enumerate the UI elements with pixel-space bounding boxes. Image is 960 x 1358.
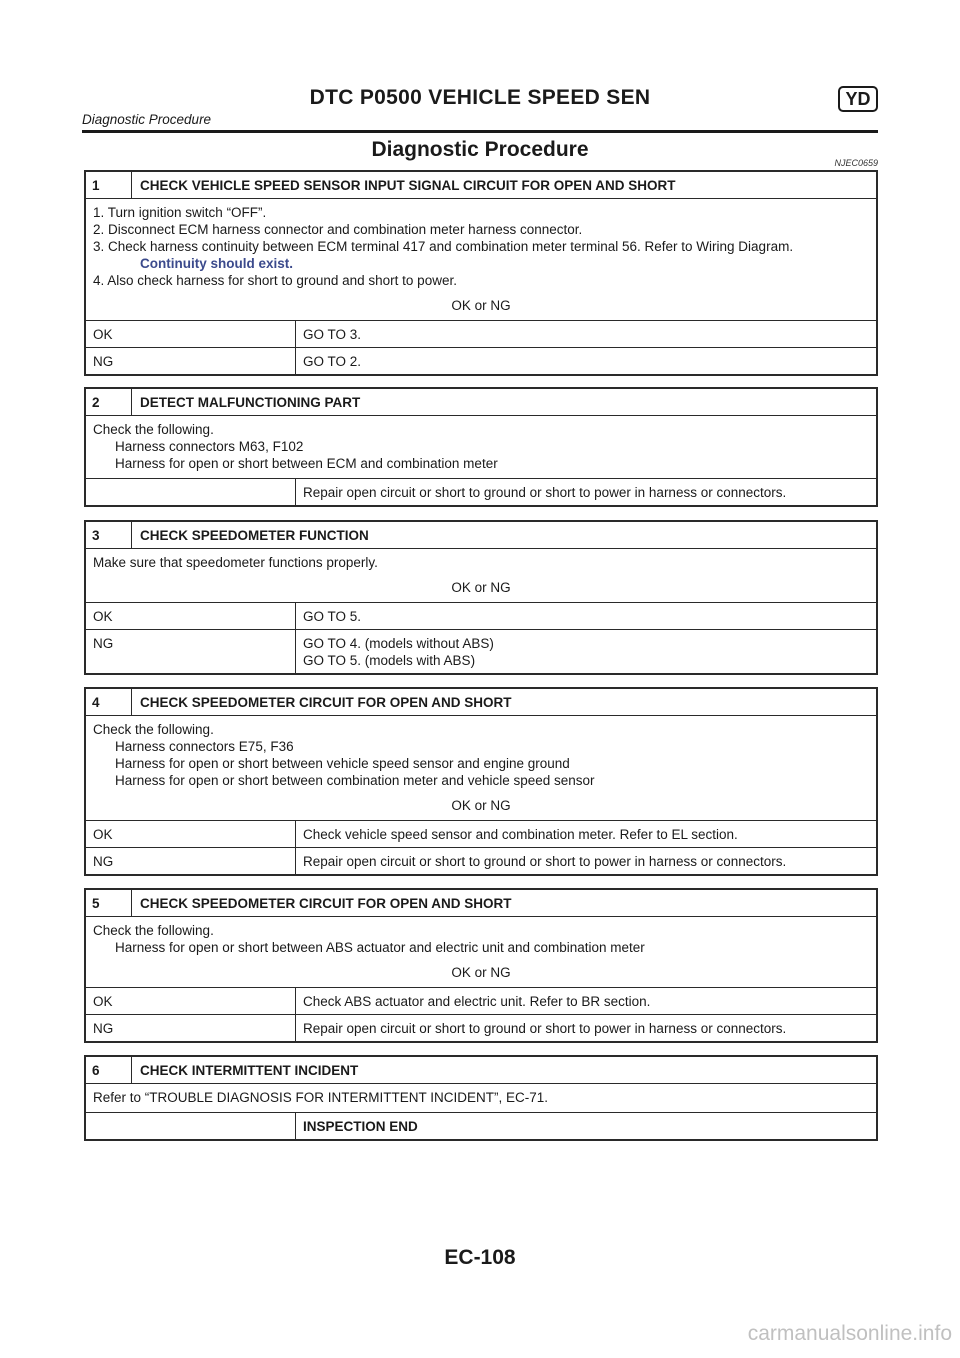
result-label: OK (86, 821, 296, 847)
result-action: GO TO 3. (303, 327, 362, 342)
instruction-line: Check the following. (93, 722, 214, 737)
ok-or-ng-label: OK or NG (451, 798, 511, 813)
result-label: NG (86, 1015, 296, 1041)
result-row-ok (86, 320, 876, 347)
result-action: Check vehicle speed sensor and combination meter. Refer to EL section. (303, 827, 738, 842)
watermark: carmanualsonline.info (747, 1322, 952, 1345)
result-row (86, 478, 876, 505)
result-label: OK (86, 603, 296, 629)
section-badge: YD (838, 86, 878, 112)
reference-code: NJEC0659 (834, 158, 878, 168)
step-header (86, 522, 876, 548)
step-number: 1 (86, 172, 132, 198)
header-title: DTC P0500 VEHICLE SPEED SEN (309, 86, 651, 109)
specification-text: Continuity should exist. (140, 256, 294, 271)
instruction-line: Harness for open or short between combination meter and vehicle speed sensor (115, 773, 595, 788)
step-title: CHECK INTERMITTENT INCIDENT (140, 1063, 359, 1078)
instruction-line: 3. Check harness continuity between ECM terminal 417 and combination meter terminal 56. Refer to Wiring Diagram. (93, 239, 794, 254)
step-header (86, 389, 876, 415)
ok-or-ng-label: OK or NG (451, 965, 511, 980)
instruction-line: Check the following. (93, 422, 214, 437)
page-title: Diagnostic Procedure (371, 138, 589, 161)
result-label: NG (86, 630, 296, 673)
result-label: NG (86, 848, 296, 874)
instruction-line: Harness for open or short between ECM and combination meter (115, 456, 498, 471)
instruction-line: Harness for open or short between vehicle speed sensor and engine ground (115, 756, 570, 771)
result-row-ng (86, 847, 876, 874)
result-row-ng (86, 347, 876, 374)
page-number: EC-108 (444, 1246, 516, 1269)
step-6-table (84, 1055, 878, 1141)
instruction-line: Harness connectors M63, F102 (115, 439, 304, 454)
step-body (86, 916, 876, 987)
step-title: CHECK SPEEDOMETER FUNCTION (140, 528, 369, 543)
result-action: Check ABS actuator and electric unit. Refer to BR section. (303, 994, 651, 1009)
result-row-ng (86, 629, 876, 673)
result-label-empty (86, 1113, 296, 1139)
step-number: 2 (86, 389, 132, 415)
step-body (86, 198, 876, 320)
inspection-end: INSPECTION END (303, 1119, 418, 1134)
result-action-line: GO TO 4. (models without ABS) (303, 636, 494, 651)
instruction-line: 1. Turn ignition switch “OFF”. (93, 205, 267, 220)
step-3-table (84, 520, 878, 675)
result-label: NG (86, 348, 296, 374)
result-label-empty (86, 479, 296, 505)
step-header (86, 689, 876, 715)
step-title: CHECK SPEEDOMETER CIRCUIT FOR OPEN AND SHORT (140, 695, 512, 710)
step-header (86, 172, 876, 198)
step-4-table (84, 687, 878, 876)
ok-or-ng-label: OK or NG (451, 580, 511, 595)
step-header (86, 890, 876, 916)
result-label: OK (86, 988, 296, 1014)
result-action (296, 630, 876, 673)
result-action: Repair open circuit or short to ground or short to power in harness or connectors. (303, 1021, 787, 1036)
ok-or-ng-label: OK or NG (451, 298, 511, 313)
step-body (86, 1083, 876, 1112)
step-body (86, 415, 876, 478)
step-number: 4 (86, 689, 132, 715)
step-1-table (84, 170, 878, 376)
result-action: GO TO 2. (303, 354, 362, 369)
result-action: GO TO 5. (303, 609, 362, 624)
step-header (86, 1057, 876, 1083)
header-divider (82, 130, 878, 133)
result-action: Repair open circuit or short to ground or short to power in harness or connectors. (303, 485, 787, 500)
result-row-ok (86, 820, 876, 847)
step-number: 5 (86, 890, 132, 916)
instruction-line: Check the following. (93, 923, 214, 938)
header-subtitle: Diagnostic Procedure (82, 112, 212, 127)
step-title: CHECK VEHICLE SPEED SENSOR INPUT SIGNAL CIRCUIT FOR OPEN AND SHORT (140, 178, 676, 193)
result-action: Repair open circuit or short to ground or short to power in harness or connectors. (303, 854, 787, 869)
instruction-line: Harness for open or short between ABS actuator and electric unit and combination meter (115, 940, 645, 955)
result-action-line: GO TO 5. (models with ABS) (303, 653, 476, 668)
result-row-ng (86, 1014, 876, 1041)
instruction-line: Refer to “TROUBLE DIAGNOSIS FOR INTERMITTENT INCIDENT”, EC-71. (93, 1090, 549, 1105)
result-row-ok (86, 602, 876, 629)
step-number: 6 (86, 1057, 132, 1083)
result-row-ok (86, 987, 876, 1014)
step-5-table (84, 888, 878, 1043)
instruction-line: Make sure that speedometer functions properly. (93, 555, 378, 570)
result-row (86, 1112, 876, 1139)
instruction-line: 2. Disconnect ECM harness connector and combination meter harness connector. (93, 222, 583, 237)
step-title: DETECT MALFUNCTIONING PART (140, 395, 361, 410)
step-body (86, 715, 876, 820)
step-2-table (84, 387, 878, 507)
step-title: CHECK SPEEDOMETER CIRCUIT FOR OPEN AND SHORT (140, 896, 512, 911)
result-label: OK (86, 321, 296, 347)
step-body (86, 548, 876, 602)
step-number: 3 (86, 522, 132, 548)
instruction-line: 4. Also check harness for short to ground and short to power. (93, 273, 457, 288)
instruction-line: Harness connectors E75, F36 (115, 739, 294, 754)
